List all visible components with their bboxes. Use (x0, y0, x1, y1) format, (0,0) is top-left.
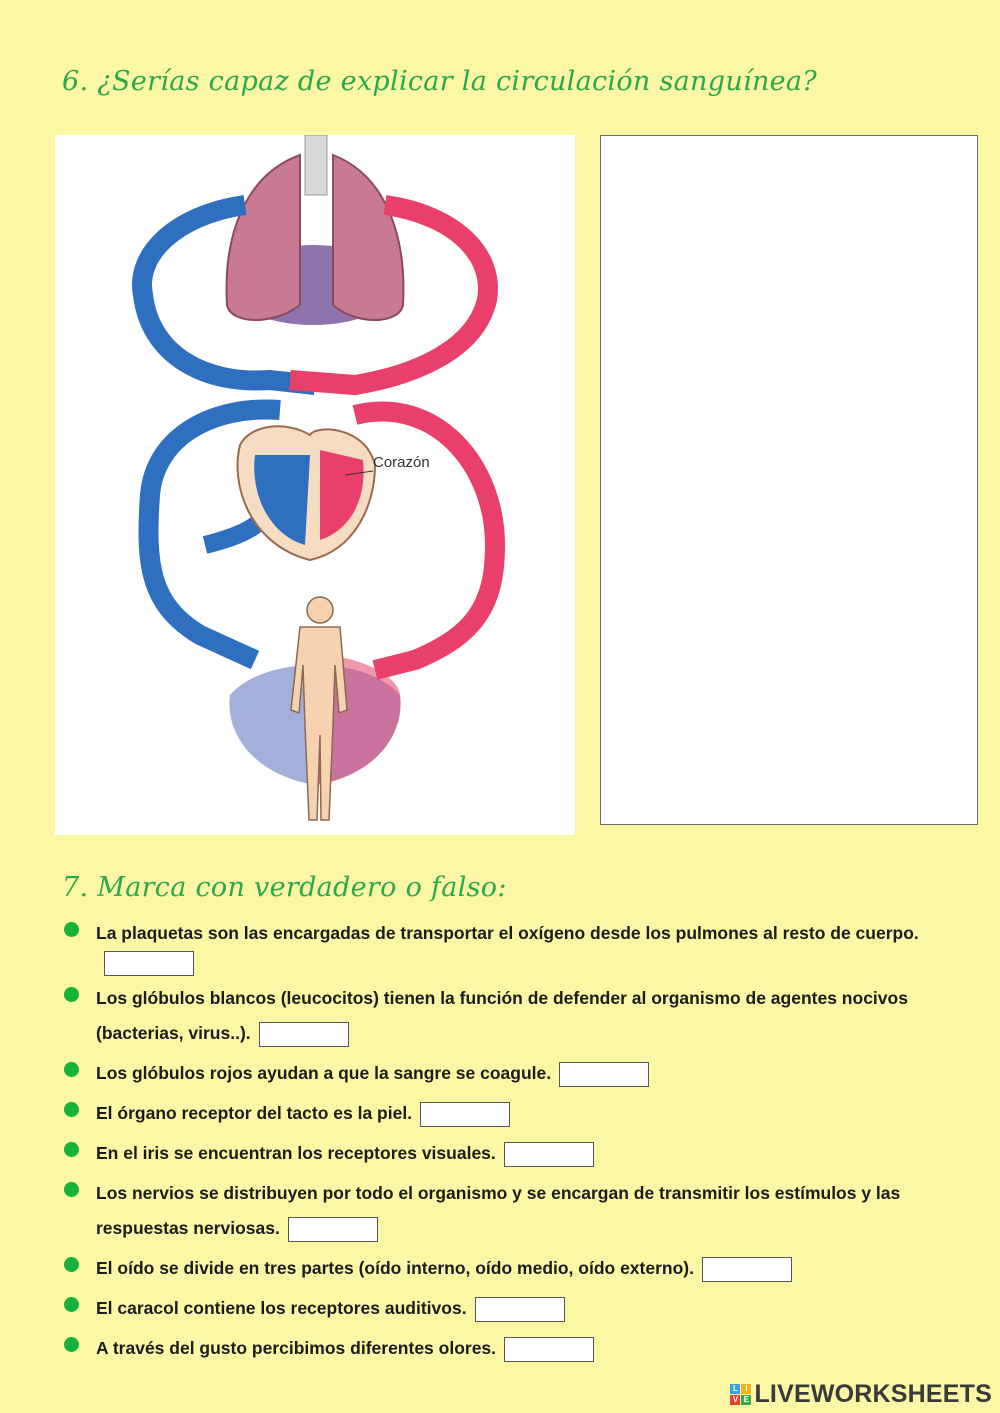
liveworksheets-logo (730, 1379, 992, 1409)
human-figure (291, 597, 347, 820)
list-item (62, 1331, 942, 1366)
list-item (62, 1176, 942, 1246)
question-7-title: 7. Marca con verdadero o falso: (62, 872, 507, 903)
logo-text: LIVEWORKSHEETS (754, 1379, 992, 1408)
bullet-icon (64, 1182, 79, 1197)
bullet-icon (64, 1257, 79, 1272)
circulation-diagram (55, 135, 575, 835)
answer-box-6[interactable] (288, 1217, 378, 1242)
list-item (62, 916, 942, 976)
statement-text: En el iris se encuentran los receptores visuales. (96, 1143, 496, 1163)
bullet-icon (64, 1102, 79, 1117)
question-6-title: 6. ¿Serías capaz de explicar la circulación sanguínea? (62, 66, 818, 97)
answer-box-4[interactable] (420, 1102, 510, 1127)
systemic-artery-red (355, 412, 495, 670)
answer-box-2[interactable] (259, 1022, 349, 1047)
trachea (305, 135, 327, 195)
list-item (62, 1056, 942, 1091)
list-item (62, 981, 942, 1051)
statement-text: El caracol contiene los receptores auditivos. (96, 1298, 467, 1318)
list-item (62, 1136, 942, 1171)
statement-text: Los nervios se distribuyen por todo el organismo y se encargan de transmitir los estímulos y las respuestas nerviosas. (96, 1183, 901, 1238)
answer-box-3[interactable] (559, 1062, 649, 1087)
statement-text: Los glóbulos rojos ayudan a que la sangre se coagule. (96, 1063, 552, 1083)
bullet-icon (64, 1062, 79, 1077)
list-item (62, 1096, 942, 1131)
bullet-icon (64, 1337, 79, 1352)
statement-text: La plaquetas son las encargadas de transportar el oxígeno desde los pulmones al resto de cuerpo. (96, 923, 919, 943)
bullet-icon (64, 1297, 79, 1312)
answer-box-8[interactable] (475, 1297, 565, 1322)
answer-box-5[interactable] (504, 1142, 594, 1167)
answer-box-1[interactable] (104, 951, 194, 976)
logo-icon: L I V E (730, 1384, 751, 1405)
statement-text: El oído se divide en tres partes (oído interno, oído medio, oído externo). (96, 1258, 694, 1278)
answer-box-7[interactable] (702, 1257, 792, 1282)
statement-text: A través del gusto percibimos diferentes olores. (96, 1338, 497, 1358)
statement-text: Los glóbulos blancos (leucocitos) tienen la función de defender al organismo de agentes nocivos (bacterias, virus..). (96, 988, 908, 1043)
list-item (62, 1251, 942, 1286)
explanation-answer-box[interactable] (600, 135, 978, 825)
bullet-icon (64, 987, 79, 1002)
true-false-list (62, 916, 942, 1366)
right-lung (333, 155, 403, 320)
left-lung (227, 155, 300, 320)
heart-label: Corazón (373, 454, 430, 471)
bullet-icon (64, 1142, 79, 1157)
list-item (62, 1291, 942, 1326)
answer-box-9[interactable] (504, 1337, 594, 1362)
bullet-icon (64, 922, 79, 937)
statement-text: El órgano receptor del tacto es la piel. (96, 1103, 413, 1123)
